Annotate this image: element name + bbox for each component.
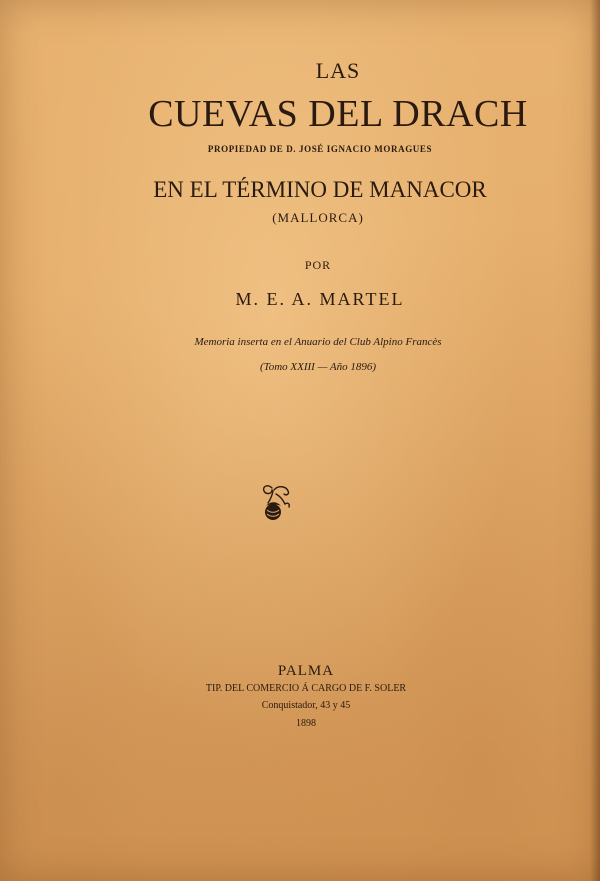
author-name: M. E. A. MARTEL (235, 289, 405, 309)
flower-ornament-icon (250, 482, 300, 526)
imprint-address: Conquistador, 43 y 45 (261, 700, 351, 711)
imprint-year: 1898 (296, 718, 316, 729)
title-line-1: LAS (315, 58, 361, 83)
location-line: EN EL TÉRMINO DE MANACOR (153, 177, 487, 202)
by-line: POR (304, 258, 332, 272)
volume-note: (Tomo XXIII — Año 1896) (259, 361, 377, 373)
imprint-printer: TIP. DEL COMERCIO Á CARGO DE F. SOLER (205, 683, 407, 694)
region-line: (MALLORCA) (272, 210, 364, 225)
ownership-line: PROPIEDAD DE D. JOSÉ IGNACIO MORAGUES (207, 144, 433, 154)
imprint-city: PALMA (277, 663, 335, 679)
memoir-note: Memoria inserta en el Anuario del Club Alpino Francès (194, 336, 442, 348)
title-line-2: CUEVAS DEL DRACH (148, 93, 528, 135)
